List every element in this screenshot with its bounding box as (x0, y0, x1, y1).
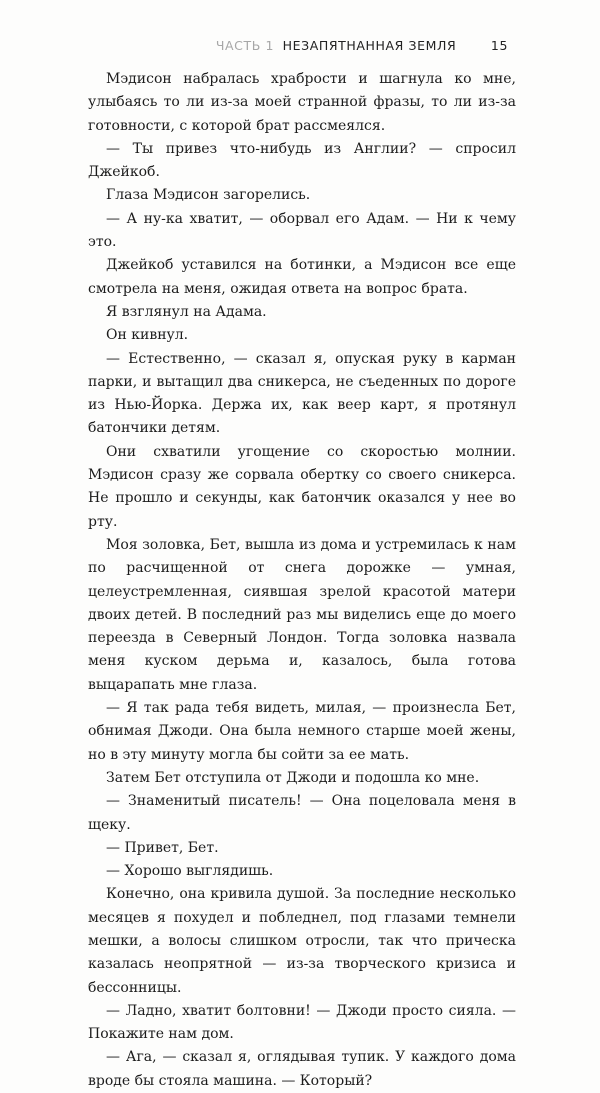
part-label: ЧАСТЬ 1 (215, 38, 274, 53)
page-number: 15 (490, 38, 508, 53)
paragraph: — Ладно, хватит болтовни! — Джоди просто сияла. — Покажите нам дом. (88, 1002, 516, 1043)
paragraph: — Хорошо выглядишь. (106, 863, 274, 880)
body-text (88, 68, 516, 1093)
paragraph: — Привет, Бет. (106, 839, 219, 856)
paragraph: Джейкоб уставился на ботинки, а Мэдисон все еще смотрела на меня, ожидая ответа на вопрос брата. (88, 257, 516, 297)
paragraph: Он кивнул. (106, 327, 189, 344)
chapter-title: НЕЗАПЯТНАННАЯ ЗЕМЛЯ (282, 38, 457, 53)
paragraph: Мэдисон набралась храбрости и шагнула ко мне, улыбаясь то ли из-за моей странной фразы, то ли из-за готовности, с которой брат рассмеялся. (88, 71, 516, 134)
paragraph: — А ну-ка хватит, — оборвал его Адам. — Ни к чему это. (88, 210, 516, 251)
paragraph: Затем Бет отступила от Джоди и подошла ко мне. (106, 769, 480, 786)
running-header (216, 38, 508, 53)
paragraph: Я взглянул на Адама. (106, 303, 267, 320)
paragraph: — Ты привез что-нибудь из Англии? — спросил Джейкоб. (88, 140, 516, 181)
paragraph: — Я так рада тебя видеть, милая, — произнесла Бет, обнимая Джоди. Она была немного старше моей жены, но в эту минуту могла бы сойти за ее мать. (88, 700, 516, 763)
paragraph: — Ага, — сказал я, оглядывая тупик. У каждого дома вроде бы стояла машина. — Который? (88, 1049, 516, 1089)
paragraph: Конечно, она кривила душой. За последние несколько месяцев я похудел и побледнел, под глазами темнели мешки, а волосы слишком отросли, так что прическа казалась неопрятной — из-за творческого кризиса и бессонницы. (88, 886, 516, 996)
paragraph: Они схватили угощение со скоростью молнии. Мэдисон сразу же сорвала обертку со своего сникерса. Не прошло и секунды, как батончик оказался у нее во рту. (88, 443, 516, 530)
paragraph: Глаза Мэдисон загорелись. (106, 187, 311, 204)
paragraph: Моя золовка, Бет, вышла из дома и устремилась к нам по расчищенной от снега дорожке — умная, целеустремленная, сиявшая зрелой красотой матери двоих детей. В последний раз мы виделись еще до моего переезда в Северный Лондон. Тогда золовка назвала меня куском дерьма и, казалось, была готова выцарапать мне глаза. (88, 536, 516, 693)
paragraph: — Знаменитый писатель! — Она поцеловала меня в щеку. (88, 793, 516, 833)
paragraph: — Естественно, — сказал я, опуская руку в карман парки, и вытащил два сникерса, не съеденных по дороге из Нью-Йорка. Держа их, как веер карт, я протянул батончики детям. (88, 350, 516, 437)
